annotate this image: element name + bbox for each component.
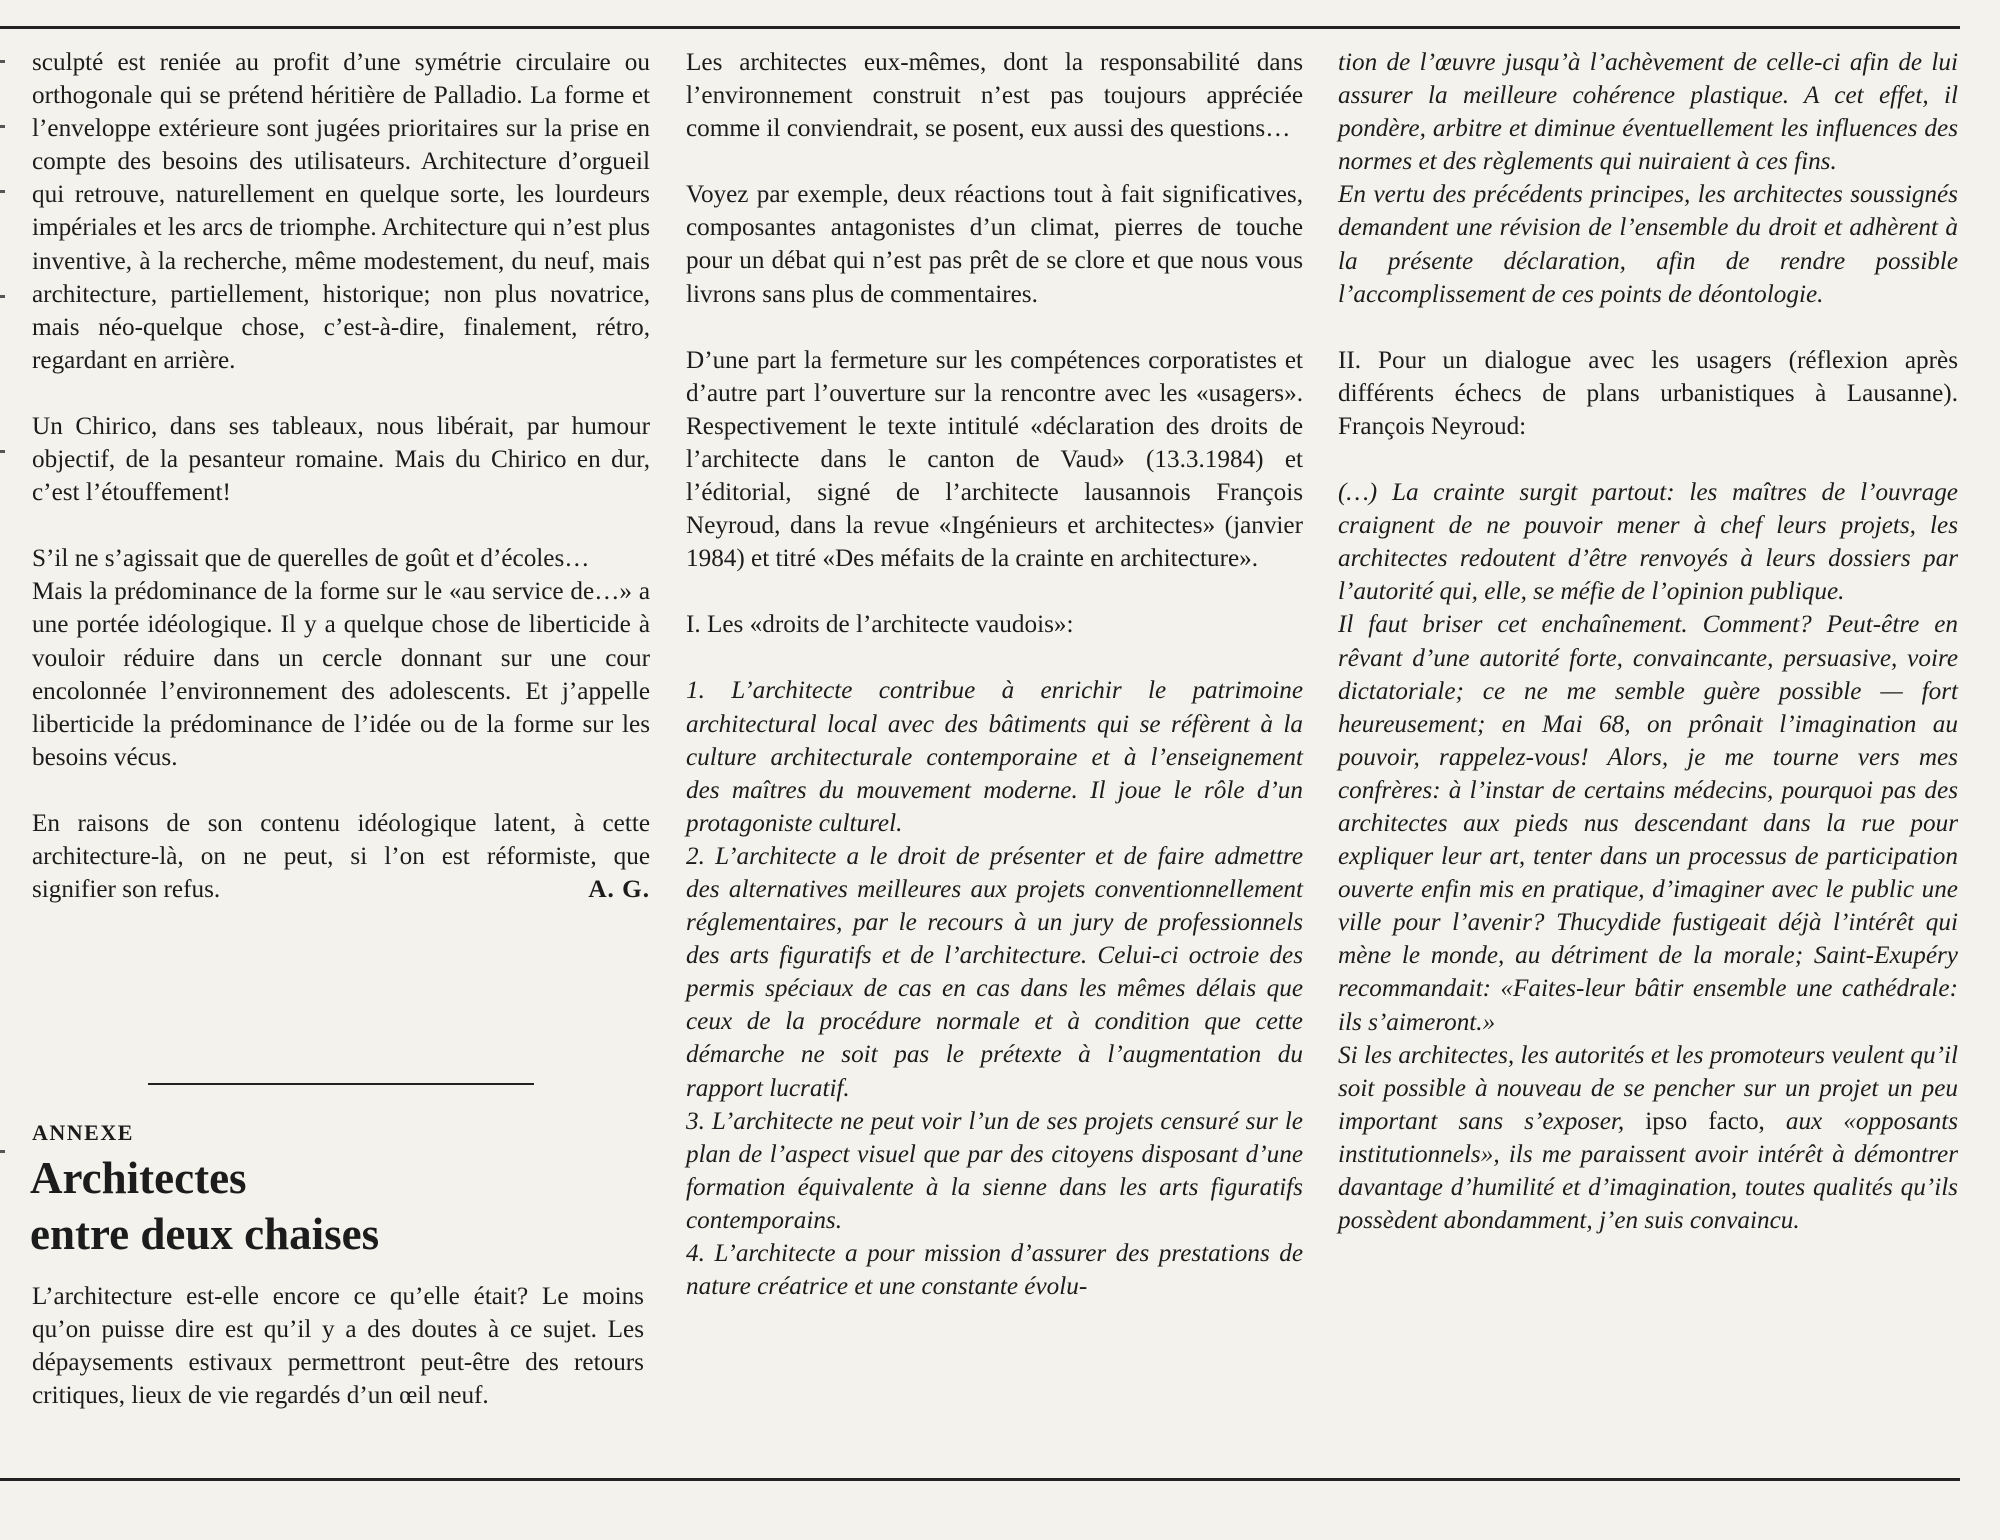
bottom-rule <box>0 1478 1960 1481</box>
annexe-title-line: Architectes <box>30 1153 247 1203</box>
paragraph: Voyez par exemple, deux réactions tout à fait significatives, composantes antagonistes d’un climat, pierres de touche pour un débat qui n’est pas prêt de se clore et que nous vous livrons sans plus de commentaires. <box>686 181 1303 308</box>
paragraph-text: En raisons de son contenu idéologique latent, à cette architecture-là, on ne peut, si l’on est réformiste, que signifier son refus. <box>32 809 650 904</box>
article: 4. L’architecte a pour mission d’assurer des prestations de nature créatrice et une constante évolu- <box>686 1240 1303 1301</box>
article: 2. L’architecte a le droit de présenter et de faire admettre des alternatives meilleures aux projets conventionnellement réglementaires, par le recours à un jury de professionnels des arts figuratifs et de l’architecture. Celui-ci octroie des permis spéciaux de cas en cas dans les mêmes délais que ceux de la procédure normale et à condition que cette démarche ne soit pas le prétexte à l’augmentation du rapport lucratif. <box>686 842 1303 1102</box>
article: 1. L’architecte contribue à enrichir le patrimoine architectural local avec des bâtiments qui se réfèrent à la culture architecturale contemporaine et à l’enseignement des maîtres du mouvement moderne. Il joue le rôle d’un protagoniste culturel. <box>686 677 1303 837</box>
quote-paragraph: Il faut briser cet enchaînement. Comment? Peut-être en rêvant d’une autorité forte, convaincante, persuasive, voire dictatoriale; ce ne me semble guère possible — fort heureusement; en Mai 68, on prônait l’imagination au pouvoir, rappelez-vous! Alors, je me tourne vers mes confrères: à l’instar de certains médecins, pourquoi pas des architectes aux pieds nus descendant dans la rue pour expliquer leur art, tenter dans un processus de participation ouverte enfin mis en pratique, d’imaginer avec le public une ville pour l’avenir? Thucydide fustigeait déjà l’intérêt qui mène le monde, au détriment de la morale; Saint-Exupéry recommandait: «Faites-leur bâtir ensemble une cathédrale: ils s’aimeront.» <box>1338 611 1958 1036</box>
quote-text: aux «opposants institutionnels», ils me paraissent avoir intérêt à démontrer davantage d’humilité et d’imagination, toutes qualités qu’ils possèdent abondamment, j’en suis convaincu. <box>1338 1107 1958 1235</box>
paragraph: Les architectes eux-mêmes, dont la responsabilité dans l’environnement construit n’est pas toujours appréciée comme il conviendrait, se posent, eux aussi des questions… <box>686 49 1303 143</box>
paragraph: Un Chirico, dans ses tableaux, nous libérait, par humour objectif, de la pesanteur romaine. Mais du Chirico en dur, c’est l’étouffement! <box>32 412 650 507</box>
quote-paragraph: (…) La crainte surgit partout: les maîtres de l’ouvrage craignent de ne pouvoir mener à chef leurs projets, les architectes redoutent d’être renvoyés à leurs dossiers par l’autorité qui, elle, se méfie de l’opinion publique. <box>1338 479 1958 606</box>
section-heading: I. Les «droits de l’architecte vaudois»: <box>686 611 1074 639</box>
top-rule <box>0 26 1960 29</box>
section-heading: II. Pour un dialogue avec les usagers (réflexion après différents échecs de plans urbanistiques à Lausanne). François Neyroud: <box>1338 346 1958 440</box>
paragraph: S’il ne s’agissait que de querelles de goût et d’écoles… <box>32 545 590 573</box>
article-continuation: tion de l’œuvre jusqu’à l’achèvement de celle-ci afin de lui assurer la meilleure cohérence plastique. A cet effet, il pondère, arbitre et diminue éventuellement les influences des normes et des règlements qui nuiraient à ces fins. <box>1338 49 1958 176</box>
article: 3. L’architecte ne peut voir l’un de ses projets censuré sur le plan de l’aspect visuel que par des citoyens disposant d’une formation équivalente à la sienne dans les arts figuratifs contemporains. <box>686 1107 1303 1234</box>
annexe-title <box>30 1150 379 1262</box>
paragraph: Mais la prédominance de la forme sur le «au service de…» a une portée idéologique. Il y a quelque chose de liberticide à vouloir réduire dans un cercle donnant sur une cour encolonnée l’environnement des adolescents. Et j’appelle liberticide la prédominance de l’idée ou de la forme sur les besoins vécus. <box>32 578 650 771</box>
quote-text: Si les architectes, les autorités et les promoteurs veulent qu’il soit possible à nouveau de se pencher sur un projet un peu important sans s’exposer, <box>1338 1041 1958 1135</box>
paragraph-with-signature <box>32 807 650 906</box>
column-3 <box>1338 46 1958 1237</box>
annexe-intro: L’architecture est-elle encore ce qu’elle était? Le moins qu’on puisse dire est qu’il y a des doutes à ce sujet. Les dépaysements estivaux permettront peut-être des retours critiques, lieux de vie regardés d’un œil neuf. <box>32 1283 644 1410</box>
author-signature: A. G. <box>588 876 650 904</box>
paragraph: En vertu des précédents principes, les architectes soussignés demandent une révision de l’ensemble du droit et adhèrent à la présente déclaration, afin de rendre possible l’accomplissement de ces points de déontologie. <box>1338 181 1958 308</box>
scan-margin-marks <box>0 40 6 1140</box>
paragraph: sculpté est reniée au profit d’une symétrie circulaire ou orthogonale qui se prétend héritière de Palladio. La forme et l’enveloppe extérieure sont jugées prioritaires sur la prise en compte des besoins des utilisateurs. Architecture d’orgueil qui retrouve, naturellement en quelque sorte, les lourdeurs impériales et les arcs de triomphe. Architecture qui n’est plus inventive, à la recherche, même modestement, du neuf, mais architecture, partiellement, historique; non plus novatrice, mais néo-quelque chose, c’est-à-dire, finalement, rétro, regardant en arrière. <box>32 49 650 374</box>
section-separator <box>148 1083 534 1085</box>
annexe-kicker: ANNEXE <box>32 1120 134 1145</box>
annexe-title-line: entre deux chaises <box>30 1209 380 1259</box>
paragraph: D’une part la fermeture sur les compétences corporatistes et d’autre part l’ouverture sur la rencontre avec les «usagers». Respectivement le texte intitulé «déclaration des droits de l’architecte dans le canton de Vaud» (13.3.1984) et l’éditorial, signé de l’architecte lausannois François Neyroud, dans la revue «Ingénieurs et architectes» (janvier 1984) et titré «Des méfaits de la crainte en architecture». <box>686 346 1303 573</box>
quote-final-paragraph <box>1338 1039 1958 1238</box>
column-2 <box>686 46 1303 1303</box>
column-1 <box>32 46 650 906</box>
quote-text-roman: ipso facto, <box>1624 1107 1786 1135</box>
